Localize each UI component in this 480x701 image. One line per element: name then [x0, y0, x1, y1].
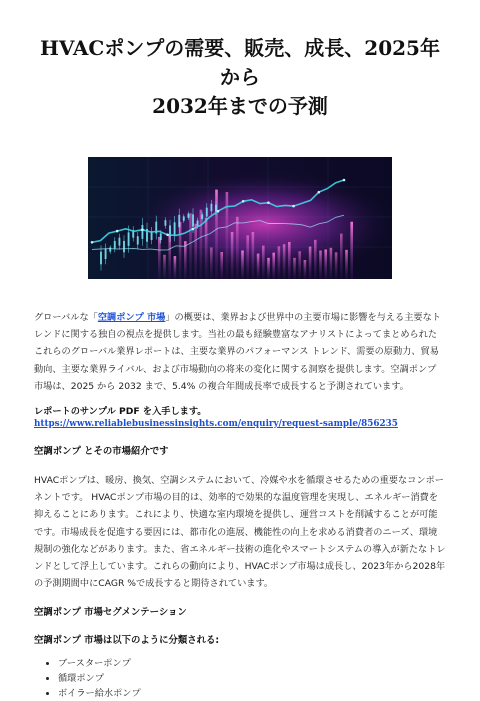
hero-candle [183, 216, 185, 220]
hero-bar [236, 217, 239, 279]
title-line-1: HVACポンプの需要、販売、成長、2025年から [40, 36, 440, 89]
hero-candle [100, 252, 102, 265]
hero-bar [298, 251, 301, 279]
hero-bar [272, 253, 275, 279]
hero-bar [246, 235, 249, 279]
hero-candle [123, 241, 125, 252]
hero-candle [160, 233, 162, 240]
hero-candle [178, 215, 180, 227]
market-intro-heading: 空調ポンプ とその市場紹介です [34, 446, 169, 458]
hero-point [192, 228, 195, 231]
market-intro-paragraph: HVACポンプは、暖房、換気、空調システムにおいて、冷媒や水を循環させるための重要なコンポーネントです。 HVACポンプ市場の目的は、効率的で効果的な温度管理を実現し、エネルギー消費を抑えることにあります。これにより、快適な室内環境を提供し、運営コストを削減することが可能です。市場成長を促進する要因には、都市化の進展、機能性の向上を求める消費者のニーズ、環境規制の強化などがあります。また、省エネルギー技術の進化やスマートシステムの導入が新たなトレンドとして浮上しています。これらの動向により、HVACポンプ市場は成長し、2023年から2028年の予測期間中にCAGR %で成長すると期待されています。 [34, 475, 446, 590]
hero-candle [215, 205, 217, 212]
hero-candle [128, 232, 130, 246]
hero-point [242, 200, 245, 203]
hero-bar [293, 258, 296, 279]
hero-bar [283, 244, 286, 279]
hero-candle [197, 220, 199, 225]
hero-bar [174, 256, 177, 279]
intro-text-before-link: グローバルな「 [34, 312, 98, 323]
hero-bar [168, 235, 171, 279]
hero-candle [114, 241, 116, 249]
hero-bar [262, 246, 265, 279]
hero-candle [206, 208, 208, 217]
hero-point [141, 228, 144, 231]
hero-bar [184, 241, 187, 279]
hero-bar [189, 213, 192, 279]
hero-candle [201, 214, 203, 219]
intro-paragraph [34, 309, 446, 395]
hero-bar [163, 255, 166, 279]
hero-bar [309, 247, 312, 279]
hero-point [116, 230, 119, 233]
hero-candle [109, 247, 111, 251]
hero-bar [226, 192, 229, 279]
hero-candle [174, 222, 176, 235]
hero-candle [187, 214, 189, 218]
title-line-2: 2032年までの予測 [152, 94, 328, 118]
hero-bar [267, 258, 270, 279]
hero-point [318, 191, 321, 194]
hero-point [343, 179, 346, 182]
hero-candle [118, 238, 120, 246]
list-item: • 循環ポンプ [58, 671, 446, 686]
hero-bar [205, 218, 208, 279]
hero-candle [210, 204, 212, 212]
hero-bar [319, 251, 322, 279]
hero-point [292, 205, 295, 208]
hero-bar [215, 190, 218, 279]
hero-bar [158, 237, 161, 279]
hero-point [267, 201, 270, 204]
hero-bar [330, 248, 333, 279]
hero-bar [200, 210, 203, 279]
hero-bar [324, 249, 327, 279]
hero-point [91, 241, 94, 244]
classification-heading: 空調ポンプ 市場は以下のように分類される: [34, 635, 220, 647]
hero-bar [241, 250, 244, 279]
sample-request-link[interactable]: https://www.reliablebusinessinsights.com/enquiry/request-sample/856235 [34, 419, 398, 430]
sample-pdf-heading: レポートのサンプル PDF を入手します。 [34, 406, 207, 418]
hero-point [217, 210, 220, 213]
hero-point [166, 234, 169, 237]
hero-bar [278, 246, 281, 279]
list-item: • ブースターポンプ [58, 656, 446, 671]
segmentation-heading: 空調ポンプ 市場セグメンテーション [34, 607, 187, 619]
hero-bar [340, 234, 343, 279]
hero-candle [137, 236, 139, 244]
hero-bar [304, 260, 307, 279]
hero-candle [105, 249, 107, 259]
hero-bar [345, 250, 348, 279]
hero-bar [194, 224, 197, 279]
hero-bar [314, 240, 317, 279]
hero-bar [350, 222, 353, 279]
hero-bar [220, 252, 223, 279]
hero-candle [164, 220, 166, 226]
intro-text-after-link: 」の概要は、業界および世界中の主要市場に影響を与える主要なトレンドに関する独自の視点を提供します。当社の最も経験豊富なアナリストによってまとめられたこれらのグローバル業界レポートは、主要な業界のパフォーマンス トレンド、需要の原動力、貿易動向、主要な業界ライバル、および市場動向の将来の変化に関する洞察を提供します。空調ポンプ 市場は、2025 から 2032 まで、5.4% の複合年間成長率で成長すると予測されています。 [34, 312, 441, 392]
hero-candle [141, 225, 143, 239]
list-item: • ボイラー給水ポンプ [58, 686, 446, 701]
hero-bar [288, 242, 291, 279]
hero-bar [210, 247, 213, 279]
hero-bar [257, 254, 260, 279]
market-chart-hero-image [88, 157, 392, 279]
market-link[interactable]: 空調ポンプ 市場 [97, 312, 166, 323]
document-title [34, 0, 446, 121]
hero-bar [252, 232, 255, 279]
hero-bar [231, 232, 234, 279]
hero-candle [192, 214, 194, 226]
hero-bar [335, 252, 338, 279]
